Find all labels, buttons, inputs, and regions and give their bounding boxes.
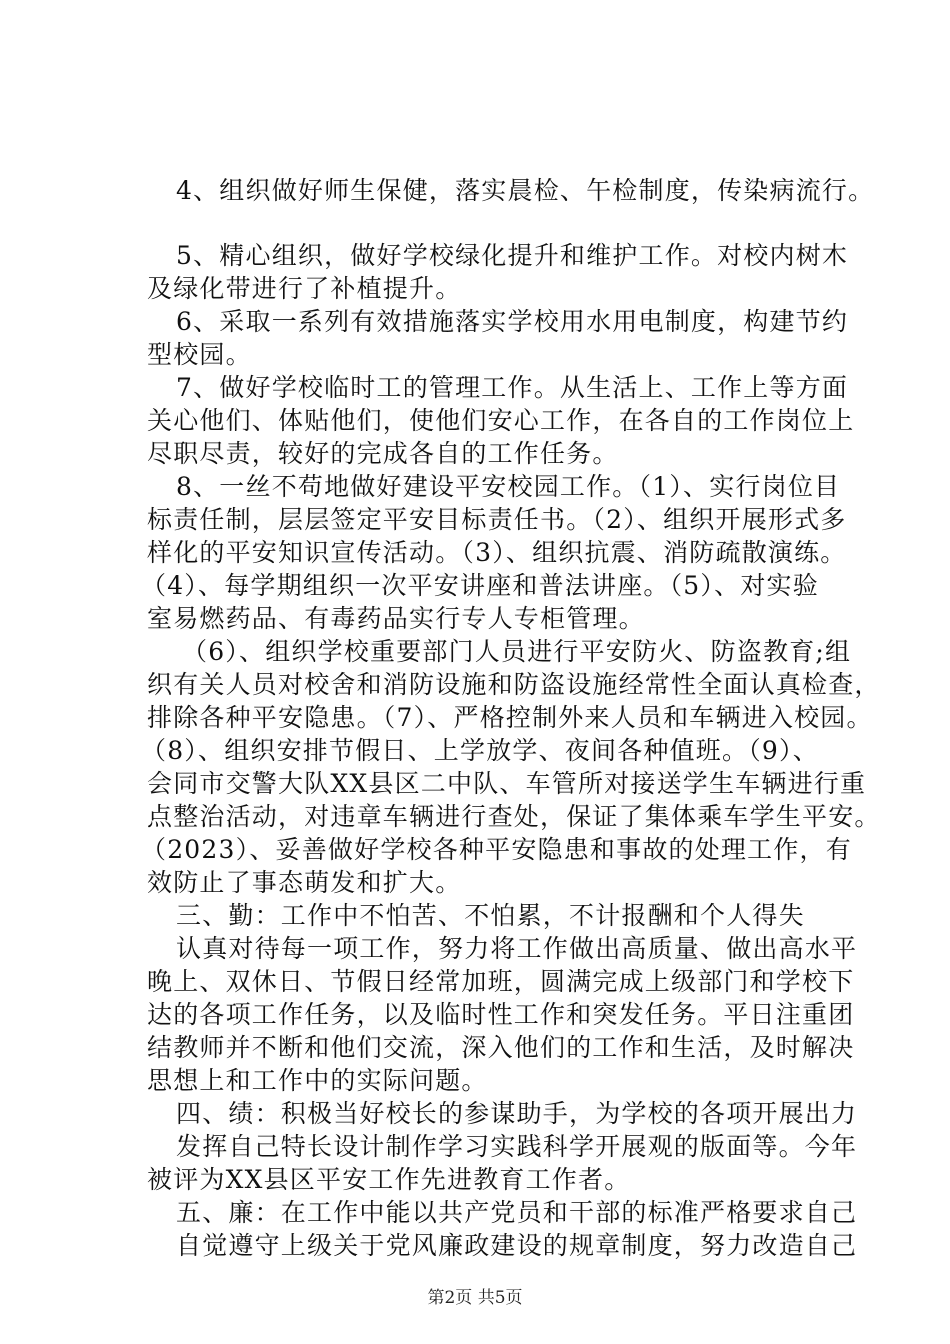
- text-line: 发挥自己特长设计制作学习实践科学开展观的版面等。今年: [176, 1132, 858, 1161]
- text-line: 关心他们、体贴他们，使他们安心工作，在各自的工作岗位上: [147, 406, 855, 435]
- text-line: 晚上、双休日、节假日经常加班，圆满完成上级部门和学校下: [147, 967, 855, 996]
- text-line: （8）、组织安排节假日、上学放学、夜间各种值班。（9）、: [141, 736, 819, 765]
- text-line: 室易燃药品、有毒药品实行专人专柜管理。: [147, 604, 645, 633]
- section-heading: 三、勤：工作中不怕苦、不怕累，不计报酬和个人得失: [176, 901, 805, 930]
- text-line: 样化的平安知识宣传活动。（3）、组织抗震、消防疏散演练。: [147, 538, 847, 567]
- text-line: 4、组织做好师生保健，落实晨检、午检制度，传染病流行。: [176, 176, 875, 205]
- text-line: 认真对待每一项工作，努力将工作做出高质量、做出高水平: [176, 934, 858, 963]
- text-line: 思想上和工作中的实际问题。: [147, 1066, 488, 1095]
- text-line: 排除各种平安隐患。（7）、严格控制外来人员和车辆进入校园。: [147, 703, 873, 732]
- text-line: 标责任制，层层签定平安目标责任书。（2）、组织开展形式多: [147, 505, 847, 534]
- text-line: （2023）、妥善做好学校各种平安隐患和事故的处理工作，有: [141, 835, 852, 864]
- text-line: 织有关人员对校舍和消防设施和防盗设施经常性全面认真检查，: [147, 670, 881, 699]
- text-line: 自觉遵守上级关于党风廉政建设的规章制度，努力改造自己: [176, 1231, 858, 1260]
- text-line: 7、做好学校临时工的管理工作。从生活上、工作上等方面: [176, 373, 849, 402]
- text-line: 型校园。: [147, 340, 252, 369]
- section-heading: 四、绩：积极当好校长的参谋助手，为学校的各项开展出力: [176, 1099, 858, 1128]
- text-line: 点整治活动，对违章车辆进行查处，保证了集体乘车学生平安。: [147, 802, 881, 831]
- section-heading: 五、廉：在工作中能以共产党员和干部的标准严格要求自己: [176, 1198, 858, 1227]
- text-line: 被评为XX县区平安工作先进教育工作者。: [147, 1165, 631, 1194]
- text-line: 及绿化带进行了补植提升。: [147, 274, 462, 303]
- text-line: 效防止了事态萌发和扩大。: [147, 868, 462, 897]
- page-number: 第2页 共5页: [427, 1288, 523, 1308]
- text-line: （6）、组织学校重要部门人员进行平安防火、防盗教育;组: [182, 637, 852, 666]
- text-line: 5、精心组织，做好学校绿化提升和维护工作。对校内树木: [176, 241, 849, 270]
- text-line: 结教师并不断和他们交流，深入他们的工作和生活，及时解决: [147, 1033, 855, 1062]
- text-line: 会同市交警大队XX县区二中队、车管所对接送学生车辆进行重: [147, 769, 867, 798]
- text-line: 尽职尽责，较好的完成各自的工作任务。: [147, 439, 619, 468]
- text-line: 6、采取一系列有效措施落实学校用水用电制度，构建节约: [176, 307, 849, 336]
- text-line: 达的各项工作任务，以及临时性工作和突发任务。平日注重团: [147, 1000, 855, 1029]
- text-line: （4）、每学期组织一次平安讲座和普法讲座。（5）、对实验: [141, 571, 819, 600]
- text-line: 8、一丝不苟地做好建设平安校园工作。（1）、实行岗位目: [176, 472, 841, 501]
